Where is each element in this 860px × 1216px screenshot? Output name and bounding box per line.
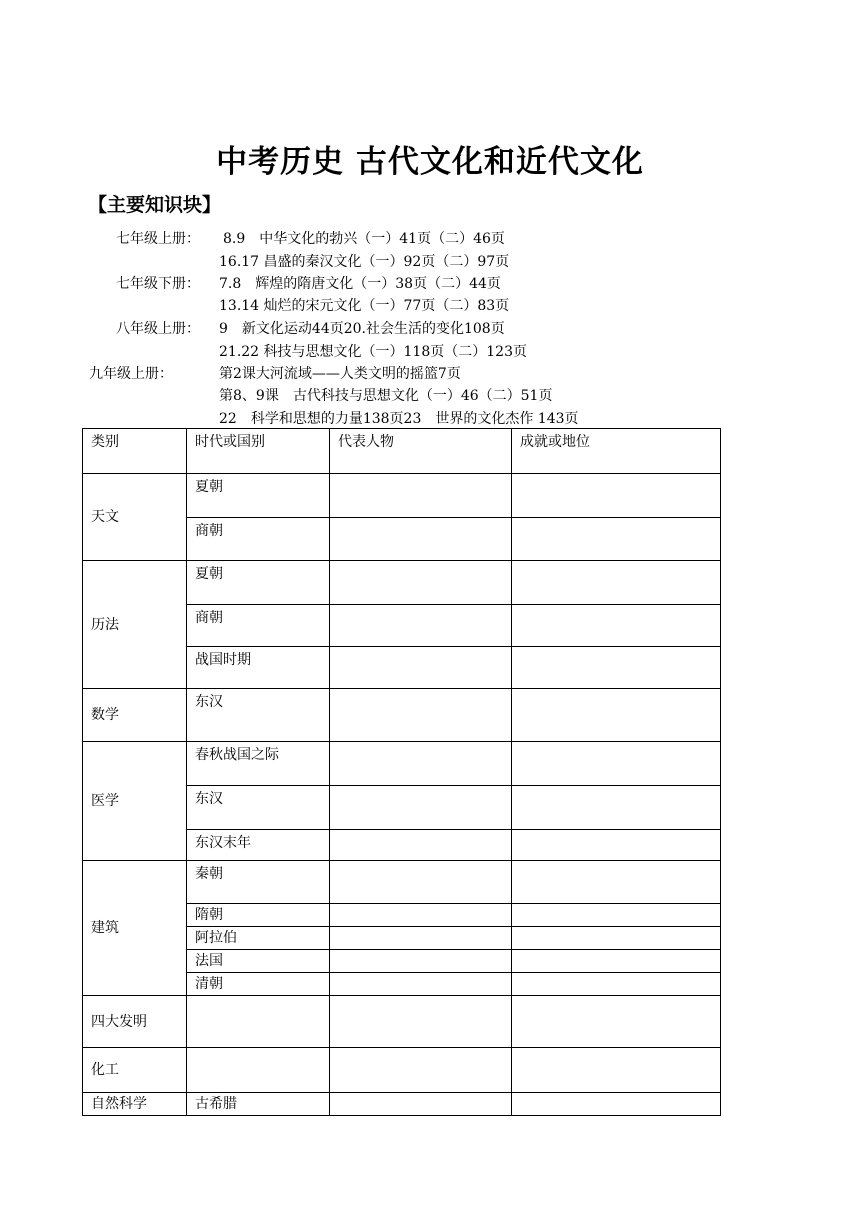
achievement-cell xyxy=(512,1093,721,1116)
category-cell: 四大发明 xyxy=(83,996,187,1048)
page-title: 中考历史 古代文化和近代文化 xyxy=(216,144,644,180)
table-row xyxy=(83,996,721,1048)
index-grade-label: 七年级下册： xyxy=(116,276,200,292)
era-cell: 法国 xyxy=(187,950,330,973)
table-row xyxy=(83,689,721,742)
achievement-cell xyxy=(512,996,721,1048)
figure-cell xyxy=(330,927,512,950)
era-cell: 隋朝 xyxy=(187,904,330,927)
figure-cell xyxy=(330,996,512,1048)
era-cell: 东汉 xyxy=(187,786,330,830)
figure-cell xyxy=(330,647,512,689)
figure-cell xyxy=(330,689,512,742)
figure-cell xyxy=(330,1048,512,1093)
achievement-cell xyxy=(512,973,721,996)
table-row xyxy=(83,474,721,518)
era-cell: 东汉 xyxy=(187,689,330,742)
achievement-cell xyxy=(512,561,721,605)
index-lesson-text: 16.17 昌盛的秦汉文化（一）92页（二）97页 xyxy=(219,254,510,270)
achievement-cell xyxy=(512,927,721,950)
category-cell: 天文 xyxy=(83,474,187,561)
header-cell: 时代或国别 xyxy=(187,429,330,474)
achievement-cell xyxy=(512,904,721,927)
era-cell: 战国时期 xyxy=(187,647,330,689)
figure-cell xyxy=(330,742,512,786)
era-cell: 古希腊 xyxy=(187,1093,330,1116)
era-cell: 商朝 xyxy=(187,605,330,647)
category-cell: 数学 xyxy=(83,689,187,742)
index-grade-label: 九年级上册： xyxy=(89,366,173,382)
table-row xyxy=(83,742,721,786)
header-cell: 类别 xyxy=(83,429,187,474)
index-lesson-text: 21.22 科技与思想文化（一）118页（二）123页 xyxy=(219,344,527,360)
section-heading: 【主要知识块】 xyxy=(88,194,222,216)
figure-cell xyxy=(330,518,512,561)
achievement-cell xyxy=(512,605,721,647)
category-cell: 建筑 xyxy=(83,861,187,996)
achievement-cell xyxy=(512,861,721,904)
achievement-cell xyxy=(512,950,721,973)
figure-cell xyxy=(330,830,512,861)
table-header-row xyxy=(83,429,721,474)
achievement-cell xyxy=(512,1048,721,1093)
index-lesson-text: 7.8 辉煌的隋唐文化（一）38页（二）44页 xyxy=(219,276,501,292)
category-cell: 历法 xyxy=(83,561,187,689)
figure-cell xyxy=(330,950,512,973)
category-cell: 医学 xyxy=(83,742,187,861)
achievement-cell xyxy=(512,647,721,689)
era-cell: 东汉末年 xyxy=(187,830,330,861)
era-cell: 清朝 xyxy=(187,973,330,996)
era-cell: 阿拉伯 xyxy=(187,927,330,950)
era-cell xyxy=(187,996,330,1048)
era-cell: 夏朝 xyxy=(187,561,330,605)
achievement-cell xyxy=(512,474,721,518)
index-lesson-text: 9 新文化运动44页20.社会生活的变化108页 xyxy=(219,321,505,337)
index-lesson-text: 8.9 中华文化的勃兴（一）41页（二）46页 xyxy=(223,231,505,247)
header-cell: 代表人物 xyxy=(330,429,512,474)
achievement-cell xyxy=(512,518,721,561)
table-row xyxy=(83,861,721,904)
figure-cell xyxy=(330,561,512,605)
index-lesson-text: 13.14 灿烂的宋元文化（一）77页（二）83页 xyxy=(219,298,510,314)
era-cell: 商朝 xyxy=(187,518,330,561)
era-cell xyxy=(187,1048,330,1093)
table-row xyxy=(83,561,721,605)
index-lesson-text: 第2课大河流域——人类文明的摇篮7页 xyxy=(219,366,461,382)
era-cell: 春秋战国之际 xyxy=(187,742,330,786)
table-row xyxy=(83,1093,721,1116)
figure-cell xyxy=(330,474,512,518)
achievement-cell xyxy=(512,742,721,786)
knowledge-table xyxy=(82,428,721,1116)
era-cell: 秦朝 xyxy=(187,861,330,904)
index-lesson-text: 22 科学和思想的力量138页23 世界的文化杰作 143页 xyxy=(219,411,579,427)
figure-cell xyxy=(330,904,512,927)
category-cell: 自然科学 xyxy=(83,1093,187,1116)
achievement-cell xyxy=(512,689,721,742)
table-row xyxy=(83,1048,721,1093)
index-grade-label: 七年级上册： xyxy=(116,231,200,247)
achievement-cell xyxy=(512,786,721,830)
era-cell: 夏朝 xyxy=(187,474,330,518)
category-cell: 化工 xyxy=(83,1048,187,1093)
figure-cell xyxy=(330,973,512,996)
achievement-cell xyxy=(512,830,721,861)
figure-cell xyxy=(330,786,512,830)
figure-cell xyxy=(330,1093,512,1116)
index-lesson-text: 第8、9课 古代科技与思想文化（一）46（二）51页 xyxy=(219,388,553,404)
figure-cell xyxy=(330,861,512,904)
index-grade-label: 八年级上册： xyxy=(116,321,200,337)
header-cell: 成就或地位 xyxy=(512,429,721,474)
figure-cell xyxy=(330,605,512,647)
